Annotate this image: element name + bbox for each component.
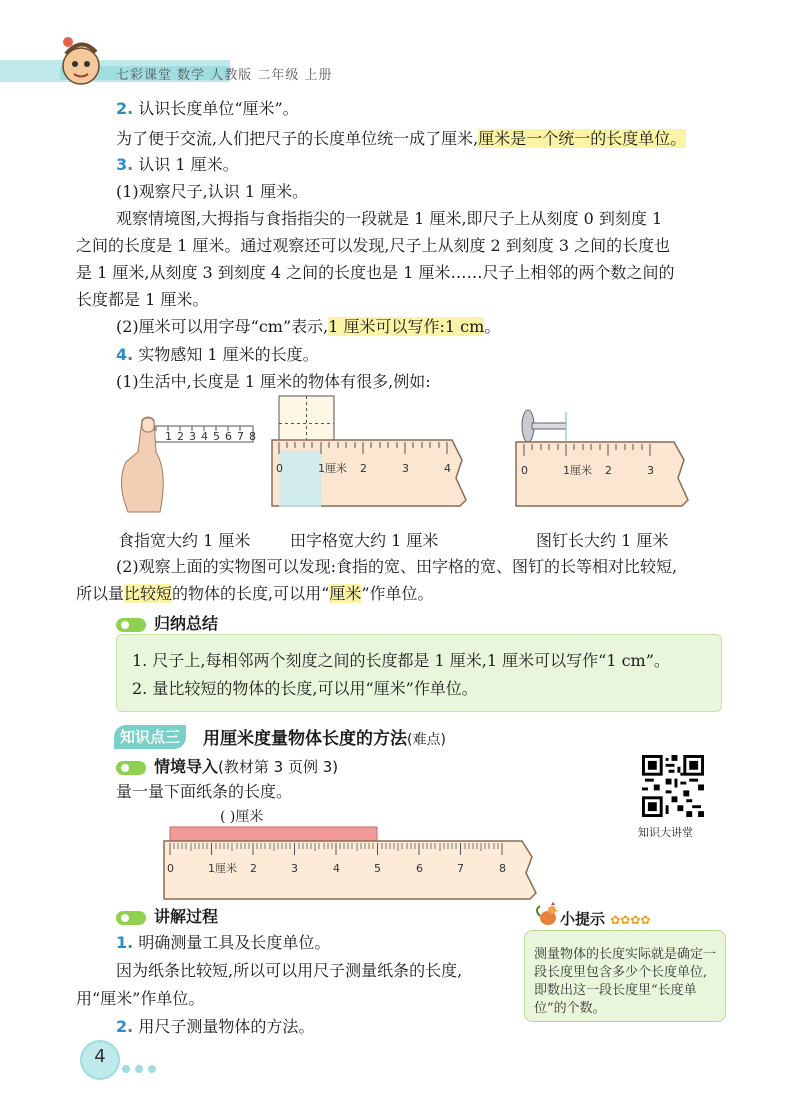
ruler-3-label: 3 [647, 464, 654, 477]
ruler-4-label: 0 [167, 862, 174, 875]
section-4-sub2: (2)观察上面的实物图可以发现:食指的宽、田字格的宽、图钉的长等相对比较短, [116, 557, 678, 576]
pill-icon [116, 761, 146, 775]
process-para-line2: 用“厘米”作单位。 [76, 989, 205, 1008]
ruler-1-label: 1 [165, 430, 172, 443]
ruler-4-label: 8 [499, 862, 506, 875]
section-3-para-line2: 之间的长度是 1 厘米。通过观察还可以发现,尺子上从刻度 2 到刻度 3 之间的长度也 [76, 236, 671, 255]
ruler-4-label: 6 [416, 862, 423, 875]
qr-caption: 知识大讲堂 [638, 826, 693, 839]
blank-answer: ( )厘米 [220, 809, 264, 825]
rooster-icon [534, 902, 560, 928]
grid-square-ruler-illustration [268, 394, 473, 518]
process-step-2: 2. 用尺子测量物体的方法。 [116, 1017, 315, 1036]
ruler-4-label: 5 [374, 862, 381, 875]
section-3-sub2: (2)厘米可以用字母“cm”表示,1 厘米可以写作:1 cm。 [116, 317, 501, 336]
tip-text: 测量物体的长度实际就是确定一段长度里包含多少个长度单位,即数出这一段长度里“长度单位”的个数。 [534, 947, 717, 1016]
ruler-4-label: 4 [333, 862, 340, 875]
section-4-sub1: (1)生活中,长度是 1 厘米的物体有很多,例如: [116, 372, 431, 391]
process-para-line1: 因为纸条比较短,所以可以用尺子测量纸条的长度, [116, 961, 463, 980]
ruler-2-label: 4 [444, 462, 451, 475]
paper-strip-ruler-illustration [160, 826, 560, 902]
ruler-4-label: 2 [250, 862, 257, 875]
summary-box [116, 634, 722, 712]
process-label: 讲解过程 [116, 904, 218, 927]
summary-item-2: 2. 量比较短的物体的长度,可以用“厘米”作单位。 [132, 679, 478, 698]
header-title: 七彩课堂 数学 人教版 二年级 上册 [116, 68, 333, 83]
qr-code-icon[interactable] [642, 755, 704, 817]
ruler-2-label: 0 [276, 462, 283, 475]
process-step-1: 1. 明确测量工具及长度单位。 [116, 933, 331, 952]
ruler-1-label: 7 [237, 430, 244, 443]
pill-icon [116, 618, 146, 632]
situation-label: 情境导入(教材第 3 页例 3) [116, 754, 338, 777]
section-4-sub3: 所以量比较短的物体的长度,可以用“厘米”作单位。 [76, 584, 434, 603]
tip-title: 小提示 ✿✿✿✿ [560, 910, 651, 928]
ruler-2-label: 1厘米 [318, 462, 347, 475]
pushpin-ruler-illustration [512, 402, 692, 510]
section-3-para-line3: 是 1 厘米,从刻度 3 到刻度 4 之间的长度也是 1 厘米……尺子上相邻的两个数之间的 [76, 263, 675, 282]
ruler-1-label: 8 [249, 430, 256, 443]
caption-finger: 食指宽大约 1 厘米 [118, 531, 251, 550]
ruler-3-label: 2 [605, 464, 612, 477]
ruler-1-label: 2 [177, 430, 184, 443]
ruler-1-label: 6 [225, 430, 232, 443]
knowledge-point-title: 用厘米度量物体长度的方法(难点) [203, 729, 446, 749]
ruler-2-label: 3 [402, 462, 409, 475]
knowledge-point-badge: 知识点三 [114, 725, 186, 749]
ruler-2-label: 2 [360, 462, 367, 475]
ruler-4-label: 3 [291, 862, 298, 875]
finger-ruler-illustration [108, 412, 258, 520]
section-4-heading: 4. 实物感知 1 厘米的长度。 [116, 345, 319, 364]
caption-pushpin: 图钉长大约 1 厘米 [536, 531, 669, 550]
section-3-para-line1: 观察情境图,大拇指与食指指尖的一段就是 1 厘米,即尺子上从刻度 0 到刻度 1 [116, 209, 663, 228]
tip-dots-icon: ✿✿✿✿ [610, 913, 651, 927]
caption-grid: 田字格宽大约 1 厘米 [290, 531, 439, 550]
summary-label: 归纳总结 [116, 611, 218, 634]
section-2-text: 为了便于交流,人们把尺子的长度单位统一成了厘米,厘米是一个统一的长度单位。 [116, 129, 687, 148]
ruler-3-label: 0 [521, 464, 528, 477]
ruler-4-label: 1厘米 [208, 862, 237, 875]
summary-item-1: 1. 尺子上,每相邻两个刻度之间的长度都是 1 厘米,1 厘米可以写作“1 cm”。 [132, 651, 670, 670]
section-3-sub1: (1)观察尺子,认识 1 厘米。 [116, 182, 309, 201]
ruler-1-label: 4 [201, 430, 208, 443]
situation-text: 量一量下面纸条的长度。 [116, 782, 293, 801]
pill-icon [116, 911, 146, 925]
mascot-icon [56, 34, 106, 86]
page-number: 4 [94, 1046, 106, 1067]
ruler-1-label: 3 [189, 430, 196, 443]
section-3-para-line4: 长度都是 1 厘米。 [76, 290, 209, 309]
ruler-4-label: 7 [457, 862, 464, 875]
section-2-heading: 2. 认识长度单位“厘米”。 [116, 99, 299, 118]
page-dots [122, 1058, 161, 1077]
ruler-3-label: 1厘米 [563, 464, 592, 477]
section-3-heading: 3. 认识 1 厘米。 [116, 155, 239, 174]
ruler-1-label: 5 [213, 430, 220, 443]
